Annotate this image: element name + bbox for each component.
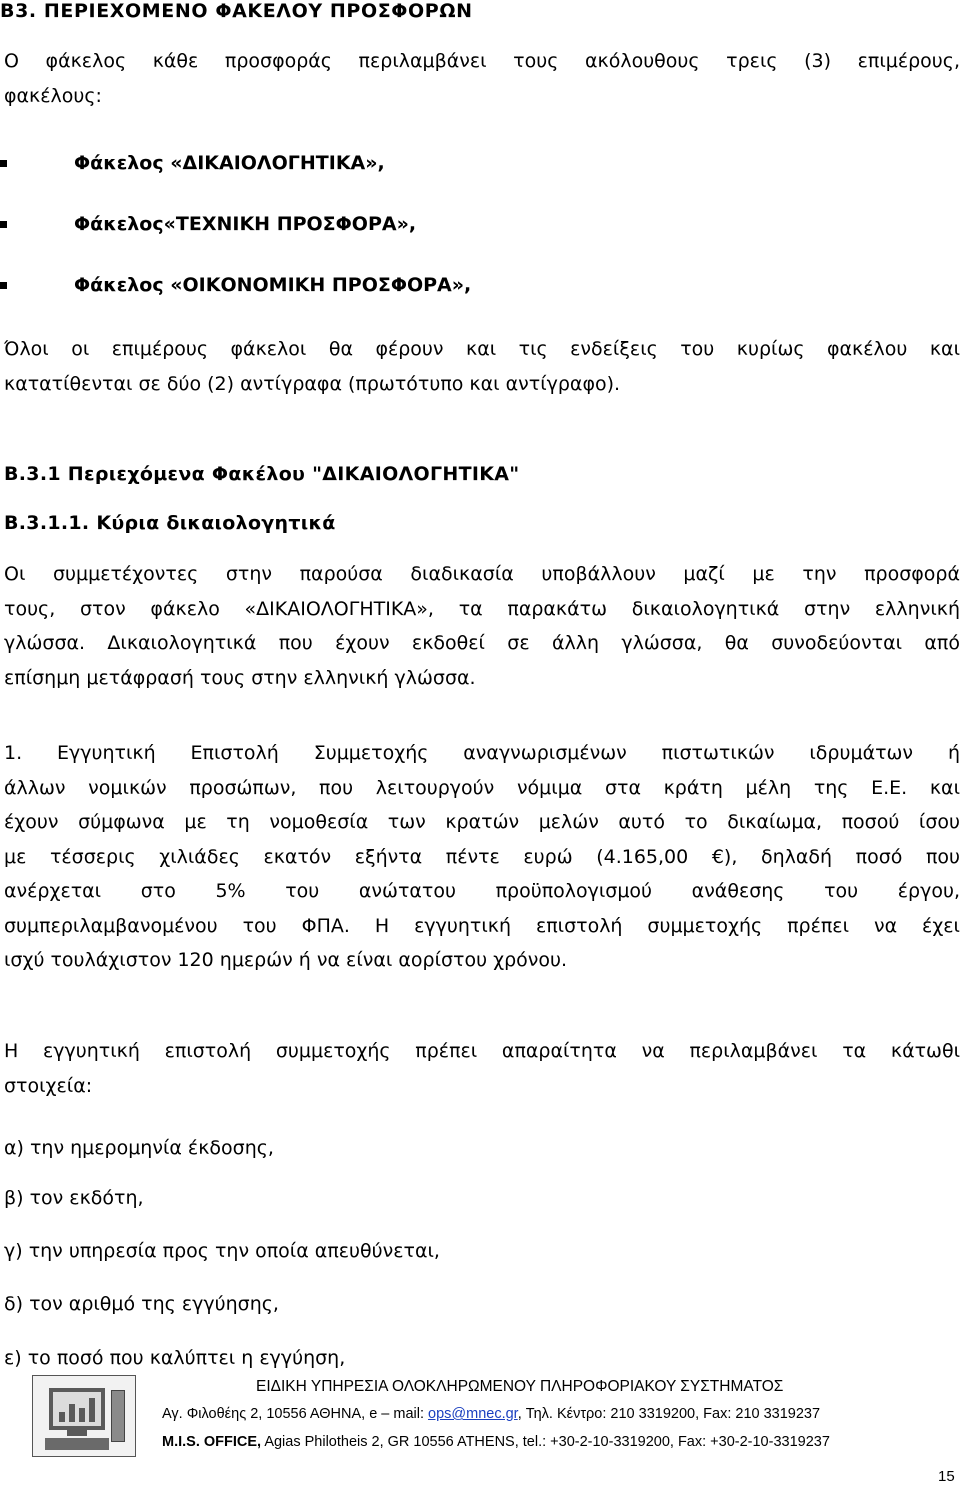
text-line: έχουν σύμφωνα με τη νομοθεσία των κρατών μελών αυτό το δικαίωμα, ποσού ίσου [4,811,960,833]
contents-paragraph [4,1034,960,1103]
list-item: β) τον εκδότη, [4,1187,144,1209]
list-item: δ) τον αριθμό της εγγύησης, [4,1293,279,1315]
list-item: γ) την υπηρεσία προς την οποία απευθύνεται, [4,1240,440,1262]
footer-email-link[interactable]: ops@mnec.gr [428,1406,518,1422]
list-item: α) την ημερομηνία έκδοσης, [4,1137,274,1159]
bullet-square-icon [0,160,7,167]
text-line: φακέλους: [4,84,102,107]
footer-contact-english [162,1434,830,1450]
copies-paragraph [4,332,960,401]
guarantee-paragraph [4,736,960,978]
bullet-text: Φάκελος«ΤΕΧΝΙΚΗ ΠΡΟΣΦΟΡΑ», [74,213,417,235]
footer-office-name: M.I.S. OFFICE, [162,1434,262,1450]
bullet-square-icon [0,282,7,289]
intro-paragraph [4,44,960,113]
bullet-text: Φάκελος «ΟΙΚΟΝΟΜΙΚΗ ΠΡΟΣΦΟΡΑ», [74,274,472,296]
computer-icon [32,1375,136,1457]
footer-address: Αγ. Φιλοθέης 2, 10556 ΑΘΗΝΑ, e – mail: [162,1406,429,1422]
footer-office-details: Agias Philotheis 2, GR 10556 ATHENS, tel.: +30-2-10-3319200, Fax: +30-2-10-3319237 [261,1434,830,1450]
text-line: 1. Εγγυητική Επιστολή Συμμετοχής αναγνωρισμένων πιστωτικών ιδρυμάτων ή [4,742,960,764]
text-line: με τέσσερις χιλιάδες εκατόν εξήντα πέντε ευρώ (4.165,00 €), δηλαδή ποσό που [4,845,960,868]
subsection-heading: Β.3.1 Περιεχόμενα Φακέλου "ΔΙΚΑΙΟΛΟΓΗΤΙΚΑ" [4,463,520,485]
participants-paragraph [4,557,960,695]
footer-contact-greek [162,1406,820,1422]
text-line: Οι συμμετέχοντες στην παρούσα διαδικασία υποβάλλουν μαζί με την προσφορά [4,563,960,585]
text-line: τους, στον φάκελο «ΔΙΚΑΙΟΛΟΓΗΤΙΚΑ», τα παρακάτω δικαιολογητικά στην ελληνική [4,597,960,620]
text-line: Όλοι οι επιμέρους φάκελοι θα φέρουν και τις ενδείξεις του κυρίως φακέλου και [4,338,960,360]
text-line: άλλων νομικών προσώπων, που λειτουργούν νόμιμα στα κράτη μέλη της Ε.Ε. και [4,776,960,799]
text-line: ανέρχεται στο 5% του ανώτατου προϋπολογισμού ανάθεσης του έργου, [4,880,960,902]
section-heading: Β3. ΠΕΡΙΕΧΟΜΕΝΟ ΦΑΚΕΛΟΥ ΠΡΟΣΦΟΡΩΝ [0,0,473,22]
text-line: κατατίθενται σε δύο (2) αντίγραφα (πρωτότυπο και αντίγραφο). [4,372,621,395]
page-number: 15 [938,1468,955,1485]
text-line: στοιχεία: [4,1074,93,1097]
subsubsection-heading: Β.3.1.1. Κύρια δικαιολογητικά [4,512,336,534]
text-line: ισχύ τουλάχιστον 120 ημερών ή να είναι αορίστου χρόνου. [4,949,568,971]
bullet-square-icon [0,221,7,228]
text-line: Η εγγυητική επιστολή συμμετοχής πρέπει απαραίτητα να περιλαμβάνει τα κάτωθι [4,1040,960,1062]
footer-organization: ΕΙΔΙΚΗ ΥΠΗΡΕΣΙΑ ΟΛΟΚΛΗΡΩΜΕΝΟΥ ΠΛΗΡΟΦΟΡΙΑΚΟΥ ΣΥΣΤΗΜΑΤΟΣ [256,1378,784,1395]
text-line: επίσημη μετάφρασή τους στην ελληνική γλώσσα. [4,666,476,689]
text-line: Ο φάκελος κάθε προσφοράς περιλαμβάνει τους ακόλουθους τρεις (3) επιμέρους, [4,50,960,72]
bullet-text: Φάκελος «ΔΙΚΑΙΟΛΟΓΗΤΙΚΑ», [74,152,385,174]
text-line: γλώσσα. Δικαιολογητικά που έχουν εκδοθεί σε άλλη γλώσσα, θα συνοδεύονται από [4,632,960,654]
list-item: ε) το ποσό που καλύπτει η εγγύηση, [4,1347,346,1369]
footer-phone: , Τηλ. Κέντρο: 210 3319200, Fax: 210 3319237 [517,1406,821,1422]
text-line: συμπεριλαμβανομένου του ΦΠΑ. Η εγγυητική επιστολή συμμετοχής πρέπει να έχει [4,914,960,937]
